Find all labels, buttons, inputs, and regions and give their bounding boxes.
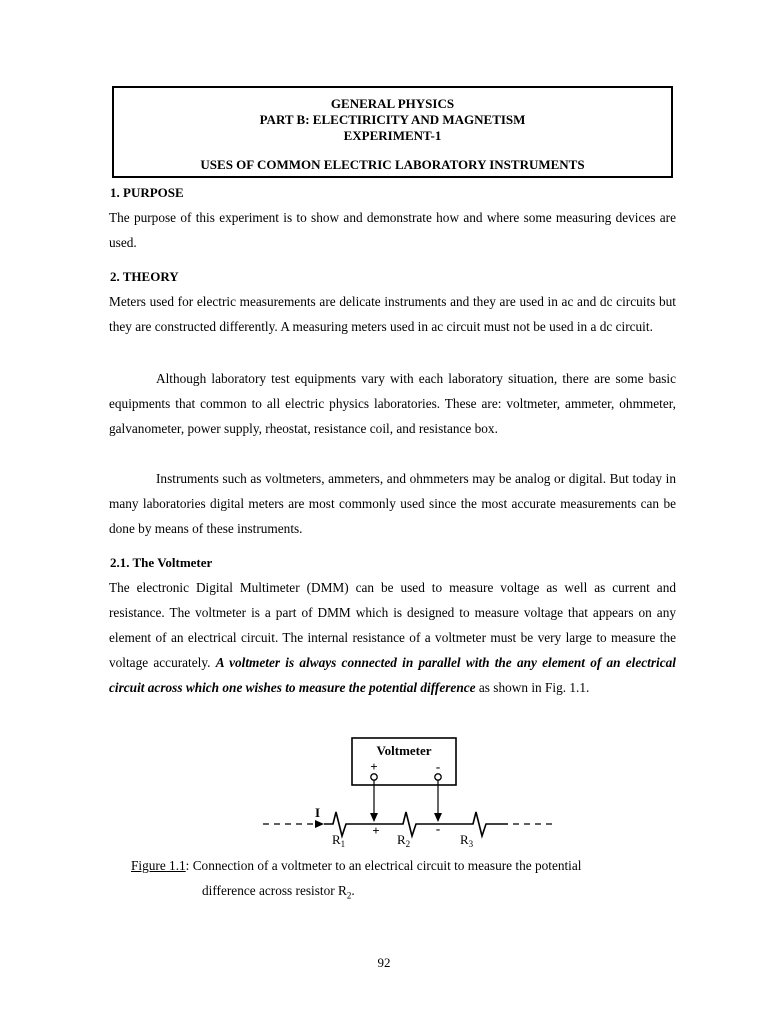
experiment-number: EXPERIMENT-1 — [343, 128, 442, 143]
r1-label: $R_1$ — [332, 832, 346, 849]
page-number: 92 — [377, 955, 391, 970]
course-title: GENERAL PHYSICS — [330, 96, 455, 111]
theory-heading: 2. THEORY — [110, 269, 179, 284]
purpose-text: The purpose of this experiment is to show and demonstrate how and where some measuring devices are used. — [109, 210, 676, 250]
voltmeter-minus-terminal — [435, 774, 441, 780]
figure-caption: Figure 1.1: Connection of a voltmeter to an electrical circuit to measure the potential difference across resistor $R_2$. — [131, 858, 582, 901]
voltmeter-circuit-diagram — [255, 733, 555, 853]
r2-label: $R_2$ — [397, 832, 411, 849]
voltmeter-plus-terminal — [371, 774, 377, 780]
theory-paragraph-2: Although laboratory test equipments vary with each laboratory situation, there are some basic equipments that common to all electric physics laboratories. These are: voltmeter, ammeter, ohmmeter, galvanometer, power supply, rheostat, resistance coil, and resistance box. — [109, 371, 676, 436]
figure-label: Figure 1.1 — [131, 858, 186, 873]
voltmeter-plus-terminal-label: + — [370, 759, 378, 774]
purpose-heading: 1. PURPOSE — [110, 185, 184, 200]
experiment-title: USES OF COMMON ELECTRIC LABORATORY INSTRUMENTS — [200, 157, 585, 172]
voltmeter-paragraph: The electronic Digital Multimeter (DMM) can be used to measure voltage as well as current and resistance. The voltmeter is a part of DMM which is designed to measure voltage that appears on any element of an electrical circuit. The internal resistance of a voltmeter must be very large to measure the voltage accurately. A voltmeter is always connected in parallel with the any element of an electrical circuit across which one wishes to measure the potential difference as shown in Fig. 1.1. — [109, 580, 676, 695]
part-title: PART B: ELECTIRICITY AND MAGNETISM — [259, 112, 526, 127]
voltmeter-label: Voltmeter — [376, 743, 432, 758]
theory-paragraph-3: Instruments such as voltmeters, ammeters, and ohmmeters may be analog or digital. But today in many laboratories digital meters are most commonly used since the most accurate measurements can be done by means of these instruments. — [109, 471, 676, 536]
theory-paragraph-1: Meters used for electric measurements are delicate instruments and they are used in ac and dc circuits but they are constructed differently. A measuring meters used in ac circuit must not be used in a dc circuit. — [109, 294, 676, 334]
title-box — [112, 86, 673, 178]
r2-minus-sign: - — [435, 821, 441, 836]
r2-plus-sign: + — [372, 823, 380, 838]
current-arrow — [315, 820, 324, 828]
lead-arrow-plus — [370, 813, 378, 822]
resistor-chain — [324, 812, 508, 836]
r3-label: $R_3$ — [460, 832, 474, 849]
voltmeter-minus-terminal-label: - — [435, 759, 441, 774]
voltmeter-heading: 2.1. The Voltmeter — [110, 555, 213, 570]
voltmeter-emphasis: A voltmeter is always connected in parallel with the any element of an electrical circuit across which one wishes to measure the potential difference — [109, 655, 676, 695]
current-label: I — [315, 805, 321, 820]
